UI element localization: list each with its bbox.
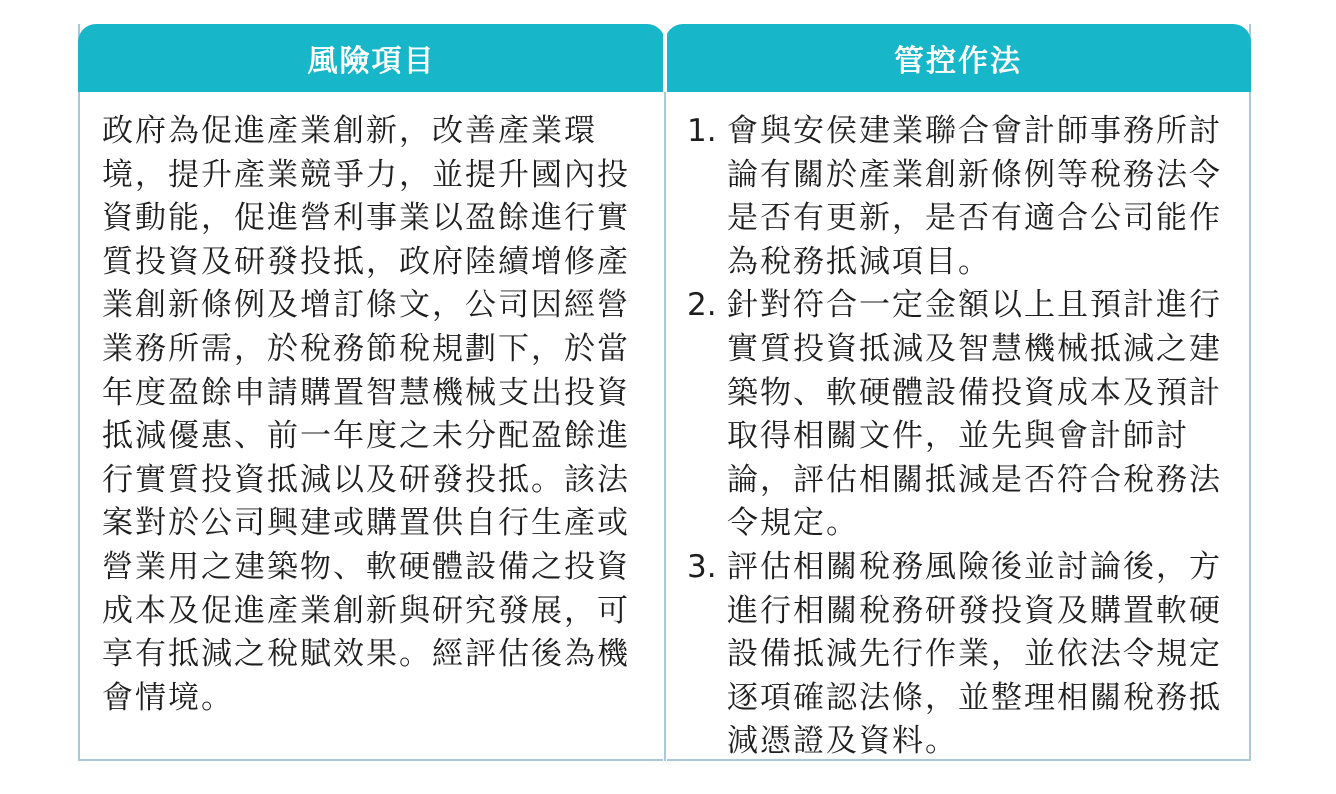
risk-control-table: [78, 24, 1251, 761]
control-column: [665, 24, 1251, 761]
control-item: [687, 546, 1235, 764]
control-item-number: 2.: [687, 287, 717, 324]
risk-column: [78, 24, 665, 761]
control-item-text: 評估相關稅務風險後並討論後，方進行相關稅務研發投資及購置軟硬設備抵減先行作業，並依法令規定逐項確認法條，並整理相關稅務抵減憑證及資料。: [727, 548, 1222, 760]
risk-description: 政府為促進產業創新，改善產業環境，提升產業競爭力，並提升國內投資動能，促進營利事業以盈餘進行實質投資及研發投抵，政府陸續增修產業創新條例及增訂條文，公司因經營業務所需，於稅務節稅規劃下，於當年度盈餘申請購置智慧機械支出投資抵減優惠、前一年度之未分配盈餘進行實質投資抵減以及研發投抵。該法案對於公司興建或購置供自行生產或營業用之建築物、軟硬體設備之投資成本及促進產業創新與研究發展，可享有抵減之稅賦效果。經評估後為機會情境。: [102, 113, 630, 716]
control-item: [687, 284, 1235, 546]
control-column-header: 管控作法: [665, 24, 1251, 92]
control-item-text: 會與安侯建業聯合會計師事務所討論有關於產業創新條例等稅務法令是否有更新，是否有適合公司能作為稅務抵減項目。: [727, 113, 1222, 280]
control-item-text: 針對符合一定金額以上且預計進行實質投資抵減及智慧機械抵減之建築物、軟硬體設備投資成本及預計取得相關文件，並先與會計師討論，評估相關抵減是否符合稅務法令規定。: [727, 287, 1222, 542]
column-divider: [664, 92, 666, 761]
control-item: [687, 110, 1235, 284]
control-item-number: 1.: [687, 113, 717, 149]
risk-column-header: 風險項目: [78, 24, 665, 92]
control-list: [687, 110, 1235, 764]
control-item-number: 3.: [687, 548, 717, 585]
